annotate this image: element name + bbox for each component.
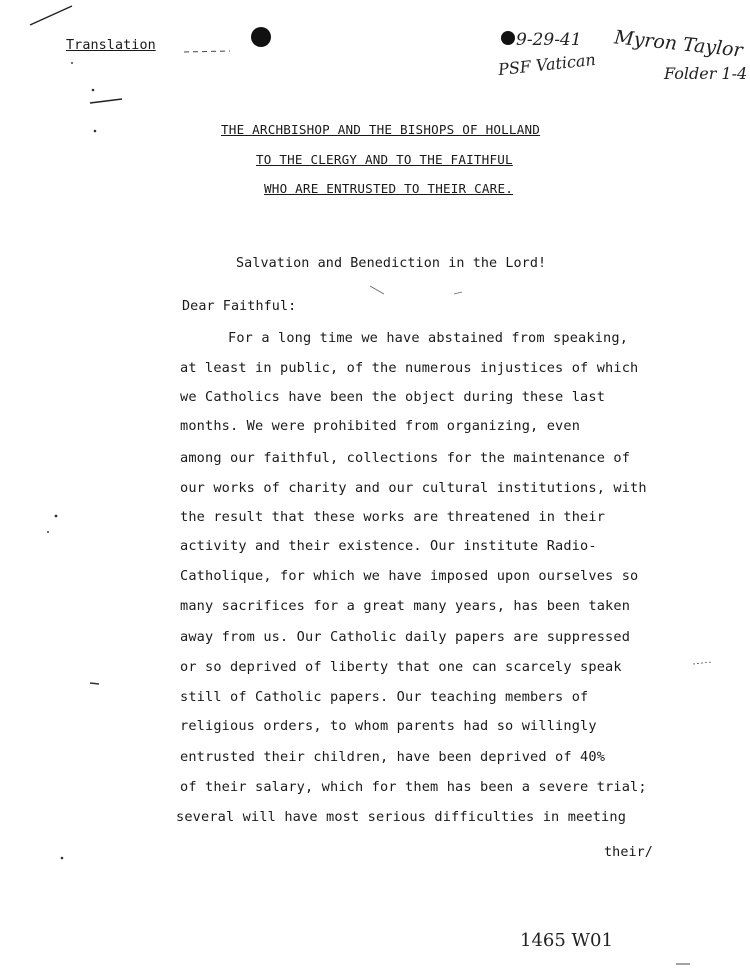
- title-line-3: WHO ARE ENTRUSTED TO THEIR CARE.: [264, 181, 514, 196]
- speck: [55, 515, 58, 518]
- translation-label: Translation: [66, 38, 156, 53]
- body-line: activity and their existence. Our institute Radio-: [180, 538, 597, 554]
- body-line: entrusted their children, have been deprived of 40%: [180, 749, 606, 765]
- body-line: at least in public, of the numerous injustices of which: [180, 360, 639, 376]
- speck: [47, 531, 49, 533]
- speck: [71, 62, 73, 64]
- body-line: or so deprived of liberty that one can scarcely speak: [180, 659, 622, 675]
- smudge-line: [370, 286, 384, 294]
- speck: [92, 89, 95, 92]
- title-line-2: TO THE CLERGY AND TO THE FAITHFUL: [256, 152, 513, 167]
- handwritten-date: 9-29-41: [516, 30, 582, 50]
- blessing: Salvation and Benediction in the Lord!: [236, 256, 547, 271]
- handwritten-folder: Folder 1-4: [664, 64, 748, 83]
- body-line: For a long time we have abstained from speaking,: [228, 330, 629, 346]
- body-line: of their salary, which for them has been a severe trial;: [180, 779, 647, 795]
- dash-mark: [184, 51, 230, 52]
- speck: [61, 857, 64, 860]
- body-line: we Catholics have been the object during these last: [180, 389, 606, 405]
- greeting: Dear Faithful:: [182, 299, 297, 314]
- margin-tick: [90, 683, 99, 684]
- margin-tick: [693, 662, 712, 664]
- body-line: among our faithful, collections for the maintenance of: [180, 450, 631, 466]
- punch-hole-date: [501, 31, 515, 45]
- punch-hole-top: [251, 27, 271, 47]
- margin-stroke: [90, 99, 122, 103]
- title-line-1: THE ARCHBISHOP AND THE BISHOPS OF HOLLAND: [221, 122, 541, 137]
- body-line: months. We were prohibited from organizing, even: [180, 418, 581, 434]
- smudge-line: [454, 292, 462, 294]
- handwritten-name: Myron Taylor: [613, 26, 744, 62]
- body-line: still of Catholic papers. Our teaching members of: [180, 689, 589, 705]
- handwritten-file-ref: PSF Vatican: [497, 49, 597, 80]
- speck: [94, 130, 97, 133]
- corner-stroke: [30, 6, 72, 25]
- archive-number: 1465 W01: [520, 930, 613, 951]
- body-line: several will have most serious difficulties in meeting: [176, 809, 627, 825]
- body-line: many sacrifices for a great many years, has been taken: [180, 598, 631, 614]
- body-line: religious orders, to whom parents had so willingly: [180, 718, 597, 734]
- continuation-word: their/: [604, 845, 653, 860]
- body-line: our works of charity and our cultural institutions, with: [180, 480, 647, 496]
- body-line: the result that these works are threatened in their: [180, 509, 606, 525]
- body-line: Catholique, for which we have imposed upon ourselves so: [180, 568, 639, 584]
- body-line: away from us. Our Catholic daily papers are suppressed: [180, 629, 631, 645]
